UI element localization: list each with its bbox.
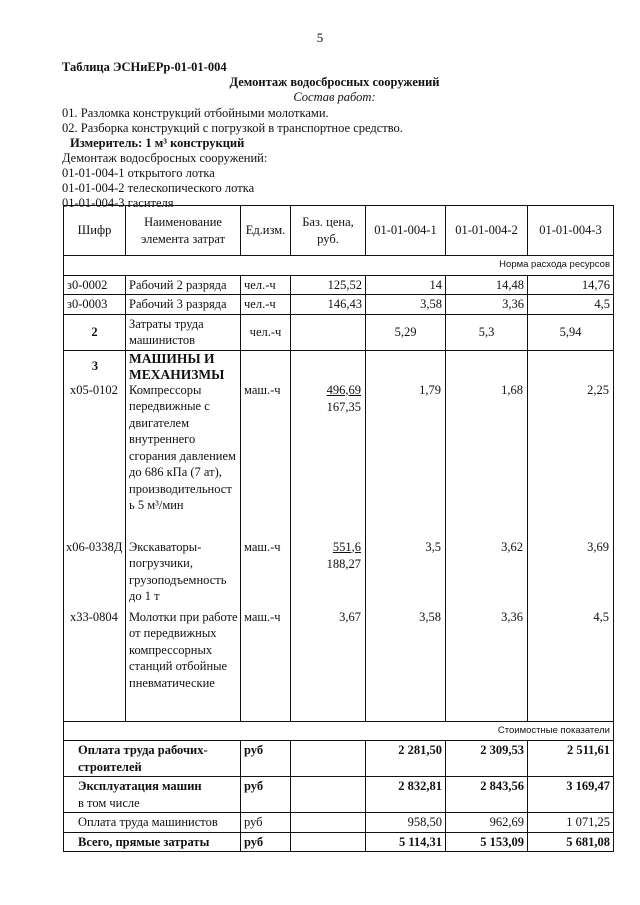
row-value-2: 5,3: [446, 314, 528, 350]
machines-prices-cell: [291, 350, 366, 721]
machine-price: 551,6: [332, 539, 361, 554]
cost-name-cell: [64, 777, 241, 813]
document-title: Демонтаж водосбросных сооружений: [229, 75, 440, 89]
row-value-3: 4,5: [528, 295, 614, 315]
cost-row-operators: [64, 813, 614, 833]
machine-value-2: 3,62: [501, 539, 523, 554]
machine-value-1: 3,58: [419, 609, 441, 624]
cost-value-1: 2 281,50: [366, 741, 446, 777]
row-unit: чел.-ч: [241, 314, 291, 350]
machine-value-1: 1,79: [419, 382, 441, 397]
machine-code: х06-0338Д: [66, 539, 123, 554]
resource-table: [63, 205, 614, 852]
machine-price: 496,69: [326, 382, 361, 397]
page-number: 5: [316, 30, 324, 45]
header-col-1: 01-01-004-1: [366, 206, 446, 256]
machine-value-3: 2,25: [587, 382, 609, 397]
row-value-2: 14,48: [446, 275, 528, 295]
cost-value-3: 1 071,25: [528, 813, 614, 833]
machines-codes-cell: [64, 350, 126, 721]
cost-value-1: 958,50: [366, 813, 446, 833]
row-name: Рабочий 2 разряда: [126, 275, 241, 295]
machines-values-3-cell: [528, 350, 614, 721]
work-header: Состав работ:: [293, 90, 376, 104]
cost-unit: руб: [241, 813, 291, 833]
header-name: Наименование элемента затрат: [126, 206, 241, 256]
section-name: МАШИНЫ И МЕХАНИЗМЫ: [129, 350, 225, 382]
machine-value-2: 3,36: [501, 609, 523, 624]
cost-name: Оплата труда рабочих-строителей: [64, 741, 241, 777]
cost-row-labor: [64, 741, 614, 777]
row-value-1: 3,58: [366, 295, 446, 315]
cost-value-3: 5 681,08: [528, 832, 614, 852]
header-unit: Ед.изм.: [241, 206, 291, 256]
row-code: з0-0003: [64, 295, 126, 315]
machine-price-alt: 167,35: [326, 399, 361, 414]
header-col-2: 01-01-004-2: [446, 206, 528, 256]
machine-value-3: 4,5: [593, 609, 609, 624]
row-value-2: 3,36: [446, 295, 528, 315]
cost-unit: руб: [241, 832, 291, 852]
variant-3: 01-01-004-3 гасителя: [62, 196, 174, 210]
table-row: [64, 275, 614, 295]
header-col-3: 01-01-004-3: [528, 206, 614, 256]
subtitle: Демонтаж водосбросных сооружений:: [62, 151, 268, 165]
work-item-2: 02. Разборка конструкций с погрузкой в транспортное средство.: [62, 121, 403, 135]
machine-name: Компрессоры передвижные с двигателем внутреннего сгорания давлением до 686 кПа (7 ат), производительност ь 5 м³/мин: [129, 382, 236, 512]
row-value-3: 5,94: [528, 314, 614, 350]
machines-units-cell: [241, 350, 291, 721]
machines-names-cell: [126, 350, 241, 721]
machines-block: [64, 350, 614, 721]
row-name: Рабочий 3 разряда: [126, 295, 241, 315]
cost-price: [291, 813, 366, 833]
machine-value-3: 3,69: [587, 539, 609, 554]
table-header-row: [64, 206, 614, 256]
row-name: Затраты труда машинистов: [126, 314, 241, 350]
table-row: [64, 295, 614, 315]
norm-label: Норма расхода ресурсов: [64, 256, 614, 276]
cost-name: Оплата труда машинистов: [64, 813, 241, 833]
machinists-row: [64, 314, 614, 350]
cost-value-3: 3 169,47: [528, 777, 614, 813]
cost-label-row: [64, 721, 614, 741]
machine-name: Экскаваторы-погрузчики, грузоподъемность до 1 т: [129, 539, 227, 603]
cost-price: [291, 741, 366, 777]
machine-code: х05-0102: [70, 382, 118, 397]
machine-value-1: 3,5: [425, 539, 441, 554]
cost-value-2: 962,69: [446, 813, 528, 833]
machine-price-alt: 188,27: [326, 556, 361, 571]
section-code: 3: [91, 358, 99, 373]
machines-values-2-cell: [446, 350, 528, 721]
row-value-1: 14: [366, 275, 446, 295]
variant-2: 01-01-004-2 телескопического лотка: [62, 181, 255, 195]
row-price: 146,43: [291, 295, 366, 315]
row-value-1: 5,29: [366, 314, 446, 350]
cost-sub: в том числе: [78, 795, 140, 810]
machine-unit: маш.-ч: [244, 609, 281, 624]
row-price: 125,52: [291, 275, 366, 295]
machine-unit: маш.-ч: [244, 539, 281, 554]
machines-values-1-cell: [366, 350, 446, 721]
cost-unit: руб: [241, 741, 291, 777]
norm-label-row: [64, 256, 614, 276]
header-price: Баз. цена, руб.: [291, 206, 366, 256]
cost-price: [291, 832, 366, 852]
cost-label: Стоимостные показатели: [64, 721, 614, 741]
cost-name: Всего, прямые затраты: [64, 832, 241, 852]
row-code: з0-0002: [64, 275, 126, 295]
cost-row-total: [64, 832, 614, 852]
header-code: Шифр: [64, 206, 126, 256]
cost-value-1: 5 114,31: [366, 832, 446, 852]
cost-value-2: 2 309,53: [446, 741, 528, 777]
cost-value-2: 5 153,09: [446, 832, 528, 852]
machine-value-2: 1,68: [501, 382, 523, 397]
measure-unit: Измеритель: 1 м³ конструкций: [70, 136, 245, 150]
cost-value-3: 2 511,61: [528, 741, 614, 777]
row-code: 2: [64, 314, 126, 350]
machine-code: х33-0804: [70, 609, 118, 624]
variant-1: 01-01-004-1 открытого лотка: [62, 166, 215, 180]
cost-name: Эксплуатация машин: [78, 779, 202, 793]
cost-row-machines: [64, 777, 614, 813]
cost-value-2: 2 843,56: [446, 777, 528, 813]
row-price: [291, 314, 366, 350]
work-item-1: 01. Разломка конструкций отбойными молотками.: [62, 106, 329, 120]
row-value-3: 14,76: [528, 275, 614, 295]
row-unit: чел.-ч: [241, 275, 291, 295]
row-unit: чел.-ч: [241, 295, 291, 315]
cost-price: [291, 777, 366, 813]
table-id: Таблица ЭСНиЕРр-01-01-004: [62, 60, 227, 74]
cost-value-1: 2 832,81: [366, 777, 446, 813]
machine-name: Молотки при работе от передвижных компрессорных станций отбойные пневматические: [129, 609, 238, 690]
machine-price: 3,67: [339, 609, 361, 624]
machine-unit: маш.-ч: [244, 382, 281, 397]
cost-unit: руб: [241, 777, 291, 813]
